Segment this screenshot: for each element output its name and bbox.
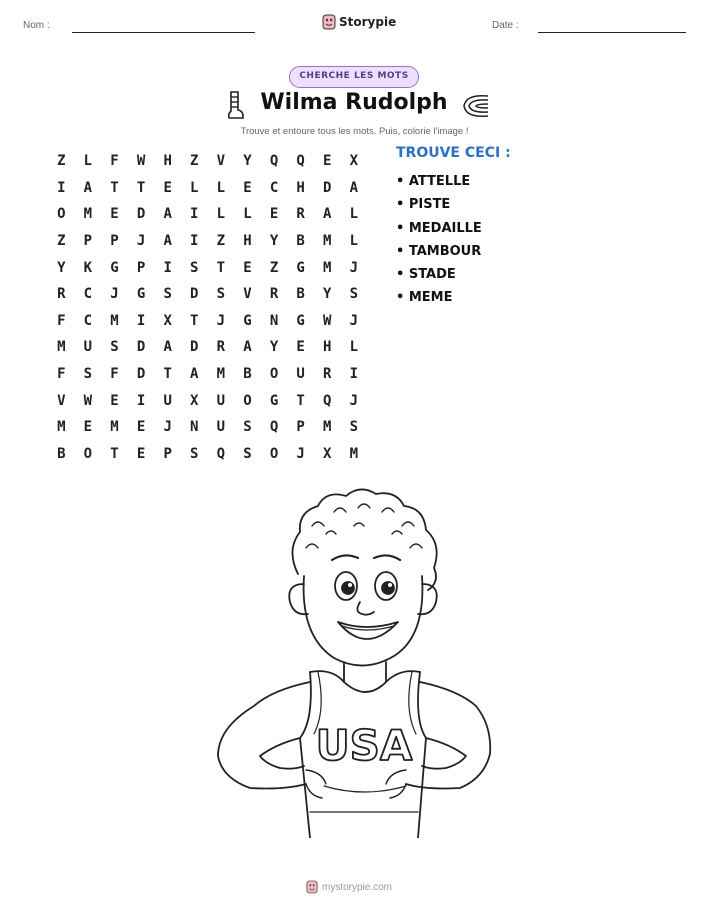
grid-row: [48, 387, 367, 414]
activity-badge: CHERCHE LES MOTS: [289, 66, 419, 88]
grid-letter[interactable]: Y: [243, 153, 252, 170]
grid-letter[interactable]: H: [163, 153, 172, 170]
grid-row: [48, 175, 367, 202]
word-list-item: • MEME: [396, 290, 453, 306]
grid-letter[interactable]: E: [243, 179, 252, 196]
grid-letter[interactable]: H: [296, 179, 305, 196]
grid-letter[interactable]: P: [110, 233, 119, 250]
grid-letter[interactable]: I: [163, 259, 172, 276]
grid-letter[interactable]: D: [190, 286, 199, 303]
grid-letter[interactable]: T: [110, 179, 119, 196]
grid-letter[interactable]: S: [163, 286, 172, 303]
word-search-grid[interactable]: [48, 148, 367, 467]
right-arm-inner: [422, 738, 466, 769]
right-eyebrow: [374, 555, 400, 560]
word-list: [396, 170, 482, 310]
grid-letter[interactable]: P: [83, 233, 93, 250]
grid-letter[interactable]: X: [190, 392, 199, 409]
grid-letter[interactable]: E: [296, 339, 305, 356]
right-hand: [386, 770, 406, 798]
grid-letter[interactable]: I: [57, 179, 66, 196]
grid-letter[interactable]: I: [190, 206, 199, 223]
grid-letter[interactable]: G: [269, 392, 279, 409]
brand-logo: [322, 14, 396, 30]
grid-letter[interactable]: L: [190, 179, 199, 196]
grid-letter[interactable]: W: [323, 312, 332, 329]
grid-letter[interactable]: W: [136, 153, 146, 170]
grid-letter[interactable]: Q: [269, 153, 279, 170]
left-hand: [306, 770, 326, 798]
grid-letter[interactable]: R: [296, 206, 305, 223]
grid-letter[interactable]: Z: [57, 153, 66, 170]
grid-letter[interactable]: M: [216, 366, 226, 383]
grid-letter[interactable]: V: [57, 392, 66, 409]
grid-letter[interactable]: S: [349, 286, 359, 303]
grid-letter[interactable]: V: [243, 286, 252, 303]
grid-letter[interactable]: F: [110, 366, 119, 383]
grid-letter[interactable]: H: [243, 233, 252, 250]
name-label: Nom :: [23, 20, 50, 31]
grid-letter[interactable]: M: [57, 339, 66, 356]
footer-url[interactable]: mystorypie.com: [322, 881, 393, 893]
grid-letter[interactable]: L: [243, 206, 252, 223]
grid-letter[interactable]: R: [323, 366, 332, 383]
grid-letter[interactable]: Y: [269, 339, 279, 356]
grid-letter[interactable]: D: [136, 339, 146, 356]
grid-letter[interactable]: S: [243, 445, 252, 462]
grid-letter[interactable]: M: [110, 419, 119, 436]
grid-letter[interactable]: I: [136, 312, 146, 329]
grid-letter[interactable]: T: [136, 179, 146, 196]
grid-letter[interactable]: J: [296, 445, 305, 462]
grid-letter[interactable]: A: [323, 206, 332, 223]
grid-letter[interactable]: C: [83, 312, 93, 329]
grid-letter[interactable]: Q: [296, 153, 305, 170]
leg-brace-icon: [224, 90, 246, 120]
grid-letter[interactable]: U: [83, 339, 93, 356]
grid-letter[interactable]: I: [349, 366, 359, 383]
grid-row: [48, 228, 367, 255]
grid-letter[interactable]: J: [216, 312, 226, 329]
left-arm-outer: [218, 682, 310, 789]
grid-letter[interactable]: S: [190, 259, 199, 276]
grid-letter[interactable]: V: [216, 153, 226, 170]
grid-letter[interactable]: T: [110, 445, 119, 462]
grid-letter[interactable]: A: [83, 179, 93, 196]
grid-letter[interactable]: R: [57, 286, 66, 303]
word-list-item: • STADE: [396, 267, 456, 283]
grid-letter[interactable]: M: [57, 419, 66, 436]
grid-letter[interactable]: C: [83, 286, 93, 303]
word-list-item: • ATTELLE: [396, 174, 471, 189]
storypie-mascot-icon: [322, 14, 336, 30]
grid-letter[interactable]: F: [57, 312, 66, 329]
grid-letter[interactable]: N: [190, 419, 199, 436]
grid-letter[interactable]: E: [110, 392, 119, 409]
page-title: Wilma Rudolph: [260, 90, 448, 115]
grid-letter[interactable]: T: [163, 366, 172, 383]
grid-letter[interactable]: G: [110, 259, 119, 276]
grid-letter[interactable]: U: [216, 392, 226, 409]
instructions: Trouve et entoure tous les mots. Puis, colorie l'image !: [240, 126, 469, 137]
grid-row: [48, 148, 367, 175]
grid-letter[interactable]: Y: [269, 233, 279, 250]
grid-letter[interactable]: U: [163, 392, 172, 409]
grid-letter[interactable]: A: [243, 339, 252, 356]
grid-letter[interactable]: A: [163, 233, 172, 250]
storypie-mascot-icon: [306, 880, 318, 894]
grid-letter[interactable]: I: [136, 392, 146, 409]
grid-letter[interactable]: G: [296, 259, 305, 276]
grid-letter[interactable]: I: [190, 233, 199, 250]
grid-letter[interactable]: E: [243, 259, 252, 276]
grid-letter[interactable]: E: [83, 419, 93, 436]
grid-letter[interactable]: P: [163, 445, 172, 462]
grid-letter[interactable]: S: [190, 445, 199, 462]
nose: [357, 602, 374, 615]
grid-letter[interactable]: T: [296, 392, 305, 409]
grid-letter[interactable]: Q: [323, 392, 332, 409]
grid-letter[interactable]: J: [163, 419, 172, 436]
grid-letter[interactable]: C: [269, 179, 279, 196]
grid-letter[interactable]: Z: [269, 259, 279, 276]
coloring-illustration[interactable]: [214, 486, 496, 838]
grid-letter[interactable]: L: [349, 233, 359, 250]
grid-letter[interactable]: E: [136, 419, 146, 436]
grid-letter[interactable]: L: [349, 339, 359, 356]
grid-letter[interactable]: S: [216, 286, 226, 303]
grid-letter[interactable]: X: [163, 312, 172, 329]
grid-letter[interactable]: A: [190, 366, 199, 383]
grid-letter[interactable]: E: [323, 153, 332, 170]
left-pupil: [342, 582, 354, 594]
shirt-usa-text: USA: [315, 721, 413, 770]
running-track-icon: [460, 92, 490, 120]
left-eyebrow: [332, 555, 358, 560]
grid-letter[interactable]: Y: [323, 286, 332, 303]
grid-letter[interactable]: Y: [57, 259, 66, 276]
grid-letter[interactable]: E: [163, 179, 172, 196]
grid-row: [48, 308, 367, 335]
grid-letter[interactable]: L: [349, 206, 359, 223]
grid-letter[interactable]: U: [216, 419, 226, 436]
grid-letter[interactable]: J: [349, 312, 359, 329]
word-list-item: • TAMBOUR: [396, 243, 482, 259]
grid-letter[interactable]: S: [243, 419, 252, 436]
left-arm-inner: [260, 738, 304, 769]
grid-letter[interactable]: B: [57, 445, 66, 462]
grid-letter[interactable]: O: [243, 392, 252, 409]
grid-letter[interactable]: L: [216, 206, 226, 223]
grid-letter[interactable]: D: [136, 366, 146, 383]
grid-letter[interactable]: U: [296, 366, 305, 383]
grid-letter[interactable]: M: [110, 312, 119, 329]
name-line[interactable]: [72, 32, 255, 33]
grid-row: [48, 441, 367, 468]
footer: [306, 880, 392, 894]
grid-letter[interactable]: G: [136, 286, 146, 303]
hair-curls: [306, 504, 422, 548]
grid-letter[interactable]: B: [296, 233, 305, 250]
grid-letter[interactable]: N: [269, 312, 279, 329]
grid-row: [48, 361, 367, 388]
grid-row: [48, 281, 367, 308]
grid-letter[interactable]: D: [190, 339, 199, 356]
grid-letter[interactable]: M: [323, 419, 332, 436]
grid-letter[interactable]: H: [323, 339, 332, 356]
grid-letter[interactable]: E: [269, 206, 279, 223]
grid-letter[interactable]: S: [83, 366, 93, 383]
grid-letter[interactable]: Z: [190, 153, 199, 170]
grid-letter[interactable]: P: [136, 259, 146, 276]
grid-letter[interactable]: J: [136, 233, 146, 250]
grid-letter[interactable]: M: [323, 259, 332, 276]
grid-letter[interactable]: Z: [57, 233, 66, 250]
grid-row: [48, 254, 367, 281]
grid-letter[interactable]: A: [349, 179, 359, 196]
grid-letter[interactable]: M: [83, 206, 93, 223]
grid-letter[interactable]: J: [110, 286, 119, 303]
grid-letter[interactable]: B: [296, 286, 305, 303]
grid-letter[interactable]: P: [296, 419, 305, 436]
grid-letter[interactable]: F: [57, 366, 66, 383]
grid-letter[interactable]: X: [349, 153, 359, 170]
grid-letter[interactable]: M: [323, 233, 332, 250]
grid-letter[interactable]: O: [57, 206, 66, 223]
grid-letter[interactable]: D: [323, 179, 332, 196]
grid-letter[interactable]: R: [216, 339, 226, 356]
date-label: Date :: [492, 20, 519, 31]
brand-name: Storypie: [339, 15, 397, 29]
grid-letter[interactable]: B: [243, 366, 252, 383]
grid-letter[interactable]: O: [83, 445, 93, 462]
grid-letter[interactable]: R: [269, 286, 279, 303]
grid-letter[interactable]: E: [136, 445, 146, 462]
grid-letter[interactable]: J: [349, 259, 359, 276]
word-list-title: TROUVE CECI :: [396, 145, 511, 161]
date-line[interactable]: [538, 32, 686, 33]
grid-letter[interactable]: S: [349, 419, 359, 436]
grid-letter[interactable]: Z: [216, 233, 226, 250]
grid-letter[interactable]: F: [110, 153, 119, 170]
grid-letter[interactable]: G: [243, 312, 252, 329]
grid-letter[interactable]: A: [163, 339, 172, 356]
grid-letter[interactable]: Q: [269, 419, 279, 436]
grid-letter[interactable]: T: [216, 259, 226, 276]
grid-row: [48, 334, 367, 361]
grid-letter[interactable]: O: [269, 366, 279, 383]
grid-letter[interactable]: W: [83, 392, 93, 409]
right-pupil: [382, 582, 394, 594]
grid-letter[interactable]: T: [190, 312, 199, 329]
grid-letter[interactable]: O: [269, 445, 279, 462]
grid-letter[interactable]: D: [136, 206, 146, 223]
grid-letter[interactable]: X: [323, 445, 332, 462]
grid-letter[interactable]: G: [296, 312, 305, 329]
grid-letter[interactable]: Q: [216, 445, 226, 462]
grid-row: [48, 414, 367, 441]
tank-top-neckline: [310, 671, 420, 692]
grid-letter[interactable]: L: [216, 179, 226, 196]
grid-letter[interactable]: S: [110, 339, 119, 356]
grid-letter[interactable]: L: [83, 153, 93, 170]
grid-letter[interactable]: J: [349, 392, 359, 409]
grid-letter[interactable]: M: [349, 445, 359, 462]
grid-letter[interactable]: A: [163, 206, 172, 223]
grid-letter[interactable]: E: [110, 206, 119, 223]
grid-letter[interactable]: K: [83, 259, 93, 276]
word-list-item: • PISTE: [396, 197, 451, 213]
word-list-item: • MEDAILLE: [396, 220, 482, 236]
grid-row: [48, 201, 367, 228]
face-outline: [304, 576, 423, 666]
